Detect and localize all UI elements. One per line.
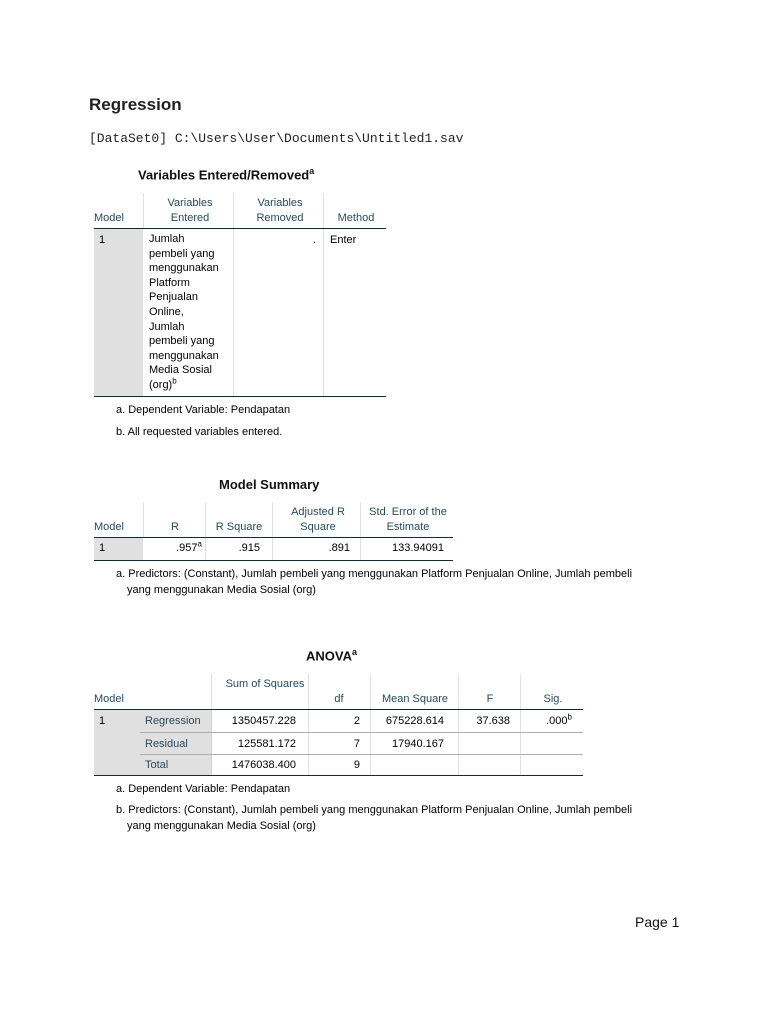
footnote-b: b. Predictors: (Constant), Jumlah pembeli yang menggunakan Platform Penjualan Online, Jumlah pembeli yang menggunakan Media Sosial (org) <box>116 804 633 832</box>
row-model-number: 1 <box>99 542 106 554</box>
col-header-method: Method <box>337 212 375 224</box>
r-square-value: .915 <box>238 542 260 554</box>
variables-entered-cell: Jumlah pembeli yang menggunakan Platform Penjualan Online, Jumlah pembeli yang menggunakan Media Sosial (org)$^b$ <box>149 233 219 391</box>
std-error-value: 133.94091 <box>392 542 444 554</box>
footnote-a: a. Dependent Variable: Pendapatan <box>116 783 291 795</box>
table-title-text: Variables Entered/Removed <box>138 167 310 183</box>
col-header-removed: Variables Removed <box>256 197 304 224</box>
mean-square-value: 675228.614 <box>385 715 444 727</box>
df-value: 7 <box>353 738 360 750</box>
col-header-model: Model <box>94 212 124 224</box>
footnote-marker: a <box>197 539 202 549</box>
col-header-std-error: Std. Error of the Estimate <box>369 506 447 533</box>
sum-of-squares-value: 1350457.228 <box>231 715 296 727</box>
table-title <box>138 166 314 182</box>
table-title <box>306 647 357 663</box>
sum-of-squares-value: 125581.172 <box>237 738 296 750</box>
footnote-marker: b <box>172 376 177 386</box>
page-heading: Regression <box>89 95 182 114</box>
col-header-df: df <box>334 693 344 705</box>
df-value: 2 <box>353 715 360 727</box>
table-title-text: ANOVA <box>306 648 352 664</box>
col-header-entered: Variables Entered <box>167 197 213 224</box>
row-model-number: 1 <box>99 234 106 246</box>
col-header-mean-square: Mean Square <box>381 693 449 705</box>
footnote-marker: b <box>567 712 572 722</box>
footnote-b: b. All requested variables entered. <box>116 426 283 438</box>
adjusted-r-square-value: .891 <box>328 542 350 554</box>
col-header-adjusted-r-square: Adjusted R Square <box>291 506 345 533</box>
col-header-model: Model <box>94 693 124 705</box>
sum-of-squares-value: 1476038.400 <box>231 759 296 771</box>
sig-value: .000$^b$ <box>546 712 572 727</box>
method-cell: Enter <box>330 234 357 246</box>
footnote-a: a. Dependent Variable: Pendapatan <box>116 404 291 416</box>
footnote-a: a. Predictors: (Constant), Jumlah pembeli yang menggunakan Platform Penjualan Online, Jumlah pembeli yang menggunakan Media Sosial (org) <box>116 568 633 596</box>
col-header-f: F <box>486 693 494 705</box>
dataset-path: [DataSet0] C:\Users\User\Documents\Untitled1.sav <box>89 131 464 146</box>
title-footnote-marker: a <box>351 647 357 657</box>
row-label-regression: Regression <box>145 715 201 727</box>
row-label-total: Total <box>145 759 169 771</box>
title-footnote-marker: a <box>309 166 315 176</box>
df-value: 9 <box>353 759 360 771</box>
row-model-number: 1 <box>99 715 106 727</box>
f-value: 37.638 <box>476 715 510 727</box>
col-header-r: R <box>171 521 179 533</box>
r-value: .957$^a$ <box>176 539 202 554</box>
col-header-sig: Sig. <box>543 693 563 705</box>
col-header-r-square: R Square <box>215 521 263 533</box>
mean-square-value: 17940.167 <box>392 738 444 750</box>
page-number: Page 1 <box>635 914 680 930</box>
col-header-sum-of-squares: Sum of Squares <box>225 678 305 690</box>
row-label-residual: Residual <box>145 738 188 750</box>
variables-removed-cell: . <box>312 234 316 246</box>
table-title: Model Summary <box>219 477 320 492</box>
col-header-model: Model <box>94 521 124 533</box>
